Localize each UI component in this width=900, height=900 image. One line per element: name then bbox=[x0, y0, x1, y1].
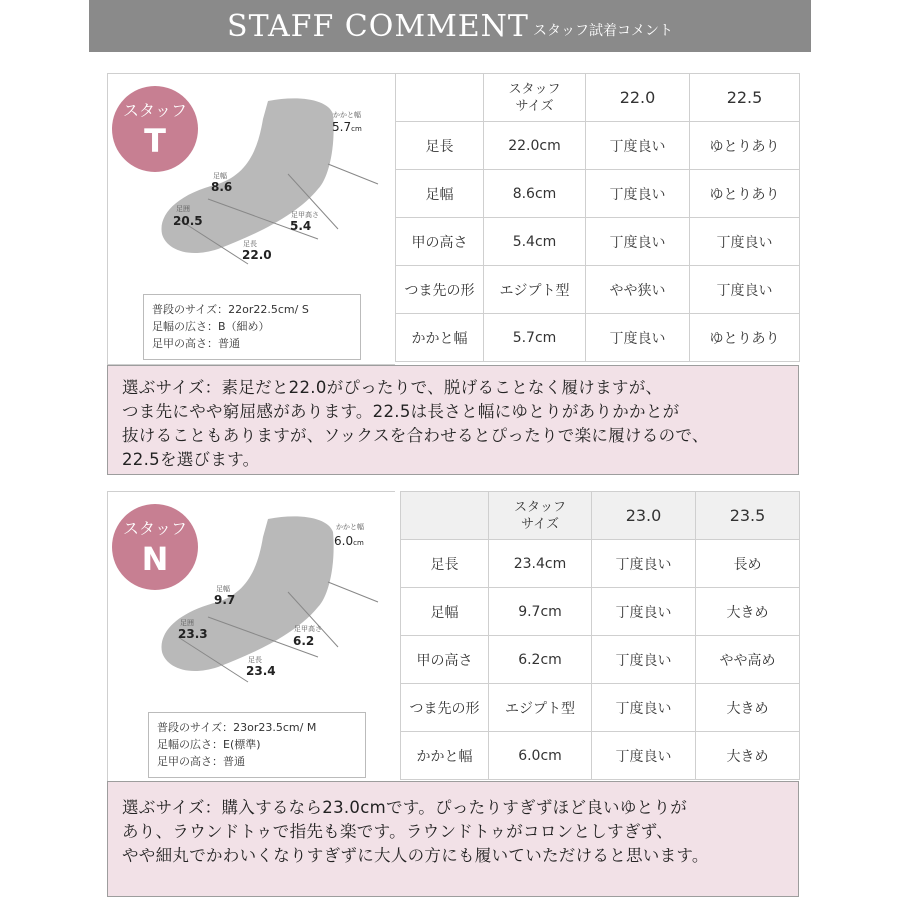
width-label: 足幅 bbox=[213, 172, 227, 180]
badge-label: スタッフ bbox=[122, 101, 187, 120]
cell: 丁度良い bbox=[592, 636, 696, 684]
foot-width: 足幅の広さ：B（細め） bbox=[152, 320, 270, 333]
cell: 大きめ bbox=[696, 732, 800, 780]
badge-label: スタッフ bbox=[122, 519, 187, 538]
table-row bbox=[396, 266, 800, 314]
staff-size-header: スタッフ サイズ bbox=[484, 74, 586, 122]
comment-line: 選ぶサイズ：購入するなら23.0cmです。ぴったりすぎずほど良いゆとりが bbox=[122, 798, 688, 817]
row-label: 足幅 bbox=[401, 588, 489, 636]
cell: 丁度良い bbox=[586, 314, 690, 362]
table-row bbox=[401, 636, 800, 684]
row-label: 甲の高さ bbox=[401, 636, 489, 684]
comment-line: 22.5を選びます。 bbox=[122, 450, 260, 469]
table-corner bbox=[396, 74, 484, 122]
heel-value: 6.0cm bbox=[334, 534, 364, 548]
row-label: 足長 bbox=[401, 540, 489, 588]
badge-letter: N bbox=[141, 540, 169, 578]
length-label: 足長 bbox=[243, 240, 257, 248]
girth-value: 23.3 bbox=[178, 627, 208, 641]
table-row bbox=[396, 218, 800, 266]
badge-letter: T bbox=[144, 122, 166, 160]
cell: 丁度良い bbox=[592, 732, 696, 780]
cell: 丁度良い bbox=[586, 170, 690, 218]
staff-t-comment bbox=[107, 365, 799, 475]
staff-n-comment bbox=[107, 781, 799, 897]
cell: 5.4cm bbox=[484, 218, 586, 266]
page-header bbox=[89, 0, 811, 52]
instep-label: 足甲高さ bbox=[294, 625, 322, 633]
size-header: 22.5 bbox=[690, 74, 800, 122]
cell: 6.2cm bbox=[489, 636, 592, 684]
cell: ゆとりあり bbox=[690, 170, 800, 218]
heel-label: かかと幅 bbox=[336, 523, 364, 531]
girth-label: 足囲 bbox=[180, 619, 194, 627]
instep-label: 足甲高さ bbox=[291, 211, 319, 219]
size-header: 22.0 bbox=[586, 74, 690, 122]
instep-value: 6.2 bbox=[293, 634, 315, 648]
staff-t-info-box bbox=[143, 294, 361, 360]
cell: 丁度良い bbox=[586, 122, 690, 170]
row-label: 足幅 bbox=[396, 170, 484, 218]
table-header-row bbox=[401, 492, 800, 540]
staff-size-header: スタッフ サイズ bbox=[489, 492, 592, 540]
cell: 丁度良い bbox=[592, 684, 696, 732]
cell: 丁度良い bbox=[690, 218, 800, 266]
row-label: かかと幅 bbox=[401, 732, 489, 780]
usual-size: 普段のサイズ：22or22.5cm/ S bbox=[152, 303, 309, 316]
size-header: 23.0 bbox=[592, 492, 696, 540]
instep-height: 足甲の高さ：普通 bbox=[157, 755, 245, 768]
comment-line: 抜けることもありますが、ソックスを合わせるとぴったりで楽に履けるので、 bbox=[122, 426, 709, 445]
size-header: 23.5 bbox=[696, 492, 800, 540]
table-row bbox=[396, 314, 800, 362]
header-title-en: STAFF COMMENT bbox=[227, 8, 529, 44]
length-value: 23.4 bbox=[246, 664, 276, 678]
row-label: つま先の形 bbox=[396, 266, 484, 314]
girth-value: 20.5 bbox=[173, 214, 203, 228]
width-value: 8.6 bbox=[211, 180, 233, 194]
comment-line: やや細丸でかわいくなりすぎずに大人の方にも履いていただけると思います。 bbox=[122, 846, 709, 865]
usual-size: 普段のサイズ：23or23.5cm/ M bbox=[157, 721, 317, 734]
cell: やや狭い bbox=[586, 266, 690, 314]
cell: 丁度良い bbox=[592, 540, 696, 588]
cell: 丁度良い bbox=[690, 266, 800, 314]
cell: ゆとりあり bbox=[690, 314, 800, 362]
cell: 9.7cm bbox=[489, 588, 592, 636]
row-label: 甲の高さ bbox=[396, 218, 484, 266]
staff-t-fit-table bbox=[395, 73, 800, 362]
table-row bbox=[401, 588, 800, 636]
cell: エジプト型 bbox=[484, 266, 586, 314]
length-value: 22.0 bbox=[242, 248, 272, 262]
cell: 大きめ bbox=[696, 684, 800, 732]
instep-value: 5.4 bbox=[290, 219, 312, 233]
header-title-jp: スタッフ試着コメント bbox=[532, 23, 673, 39]
length-label: 足長 bbox=[248, 656, 262, 664]
cell: やや高め bbox=[696, 636, 800, 684]
foot-width: 足幅の広さ：E(標準) bbox=[157, 738, 261, 751]
row-label: かかと幅 bbox=[396, 314, 484, 362]
cell: 22.0cm bbox=[484, 122, 586, 170]
cell: エジプト型 bbox=[489, 684, 592, 732]
cell: 丁度良い bbox=[592, 588, 696, 636]
comment-line: 選ぶサイズ：素足だと22.0がぴったりで、脱げることなく履けますが、 bbox=[122, 378, 663, 397]
table-row bbox=[401, 540, 800, 588]
comment-line: あり、ラウンドトゥで指先も楽です。ラウンドトゥがコロンとしすぎず、 bbox=[122, 822, 673, 841]
staff-n-info-box bbox=[148, 712, 366, 778]
cell: 丁度良い bbox=[586, 218, 690, 266]
cell: 8.6cm bbox=[484, 170, 586, 218]
cell: 5.7cm bbox=[484, 314, 586, 362]
table-row bbox=[401, 732, 800, 780]
table-row bbox=[401, 684, 800, 732]
width-label: 足幅 bbox=[216, 585, 230, 593]
table-corner bbox=[401, 492, 489, 540]
heel-label: かかと幅 bbox=[333, 111, 361, 119]
staff-n-fit-table bbox=[400, 491, 800, 780]
table-row bbox=[396, 170, 800, 218]
cell: 6.0cm bbox=[489, 732, 592, 780]
cell: 大きめ bbox=[696, 588, 800, 636]
comment-line: つま先にやや窮屈感があります。22.5は長さと幅にゆとりがありかかとが bbox=[122, 402, 680, 421]
cell: 長め bbox=[696, 540, 800, 588]
heel-value: 5.7cm bbox=[332, 120, 362, 134]
girth-label: 足囲 bbox=[176, 205, 190, 213]
table-row bbox=[396, 122, 800, 170]
staff-n-foot-panel bbox=[107, 491, 395, 783]
staff-t-foot-panel bbox=[107, 73, 395, 365]
instep-height: 足甲の高さ：普通 bbox=[152, 337, 240, 350]
table-header-row bbox=[396, 74, 800, 122]
row-label: つま先の形 bbox=[401, 684, 489, 732]
width-value: 9.7 bbox=[214, 593, 236, 607]
cell: 23.4cm bbox=[489, 540, 592, 588]
cell: ゆとりあり bbox=[690, 122, 800, 170]
row-label: 足長 bbox=[396, 122, 484, 170]
